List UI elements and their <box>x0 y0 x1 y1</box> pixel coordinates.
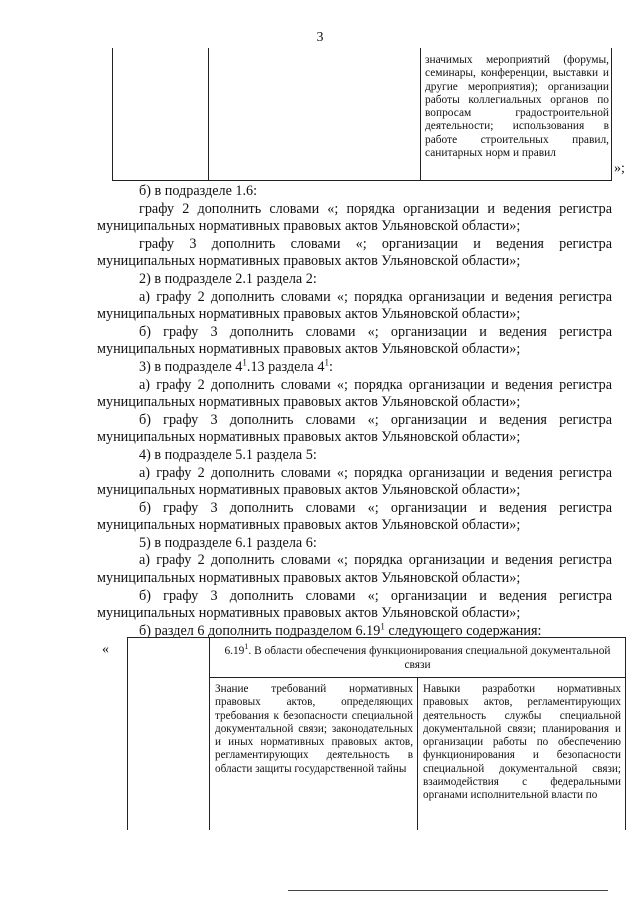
paragraph: 5) в подразделе 6.1 раздела 6: <box>139 534 317 551</box>
superscript: 1 <box>380 621 385 632</box>
paragraph: а) графу 2 дополнить словами «; порядка организации и ведения регистра муниципальных нормативных правовых актов Ульяновской области»; <box>97 376 612 411</box>
paragraph: б) графу 3 дополнить словами «; организации и ведения регистра муниципальных нормативных правовых актов Ульяновской области»; <box>97 411 612 446</box>
paragraph: графу 3 дополнить словами «; организации и ведения регистра муниципальных нормативных правовых актов Ульяновской области»; <box>97 235 612 270</box>
paragraph: б) графу 3 дополнить словами «; организации и ведения регистра муниципальных нормативных правовых актов Ульяновской области»; <box>97 323 612 358</box>
footer-rule <box>288 890 608 891</box>
text-run: 6.19 <box>224 645 245 657</box>
paragraph <box>97 359 612 377</box>
paragraph: б) графу 3 дополнить словами «; организации и ведения регистра муниципальных нормативных правовых актов Ульяновской области»; <box>97 499 612 534</box>
text-run: . В области обеспечения функционирования специальной документальной связи <box>248 645 611 671</box>
superscript: 1 <box>324 357 329 368</box>
text-run: : <box>328 358 333 375</box>
text-run: 3) в подразделе 4 <box>139 358 243 375</box>
skills-requirements-cell: Навыки разработки нормативных правовых актов, регламентирующих деятельность службы специальной документальной связи; планирования и организации работы по обеспечению функционирования и безопасности специальной документальной связи; взаимодействия с федеральными органами исполнительной власти по <box>423 683 621 802</box>
top-table-col1 <box>113 48 209 180</box>
paragraph: 4) в подразделе 5.1 раздела 5: <box>139 446 317 463</box>
superscript: 1 <box>244 642 249 652</box>
text-run: .13 раздела 4 <box>246 358 325 375</box>
superscript: 1 <box>242 357 247 368</box>
closing-quote: »; <box>614 161 625 176</box>
top-table-col3-text: значимых мероприятий (форумы, семинары, конференции, выставки и другие мероприятия); организации работы коллегиальных органов по вопросам градостроительной деятельности; использования в работе строительных правил, санитарных норм и правил <box>425 54 609 160</box>
top-table-col2 <box>209 48 421 180</box>
text-run: б) раздел 6 дополнить подразделом 6.19 <box>139 622 381 639</box>
table-number-column <box>128 638 210 830</box>
amendments-text <box>97 183 612 640</box>
opening-quote: « <box>102 642 109 657</box>
page-number: 3 <box>316 30 324 45</box>
paragraph: а) графу 2 дополнить словами «; порядка организации и ведения регистра муниципальных нормативных правовых актов Ульяновской области»; <box>97 464 612 499</box>
subsection-header <box>210 638 625 678</box>
column-divider <box>417 678 418 830</box>
paragraph: б) в подразделе 1.6: <box>139 183 258 199</box>
knowledge-requirements-cell: Знание требований нормативных правовых актов, определяющих требования к безопасности специальной документальной связи; законодательных и иных нормативных правовых актов, регламентирующих деятельность в области защиты государственной тайны <box>215 683 413 775</box>
new-subsection-table <box>127 637 626 830</box>
text-run: следующего содержания: <box>384 622 542 639</box>
paragraph: б) графу 3 дополнить словами «; организации и ведения регистра муниципальных нормативных правовых актов Ульяновской области»; <box>97 587 612 622</box>
paragraph: а) графу 2 дополнить словами «; порядка организации и ведения регистра муниципальных нормативных правовых актов Ульяновской области»; <box>97 288 612 323</box>
top-table-fragment <box>112 48 612 181</box>
paragraph: графу 2 дополнить словами «; порядка организации и ведения регистра муниципальных нормативных правовых актов Ульяновской области»; <box>97 200 612 235</box>
paragraph: а) графу 2 дополнить словами «; порядка организации и ведения регистра муниципальных нормативных правовых актов Ульяновской области»; <box>97 552 612 587</box>
paragraph: 2) в подразделе 2.1 раздела 2: <box>139 270 317 287</box>
